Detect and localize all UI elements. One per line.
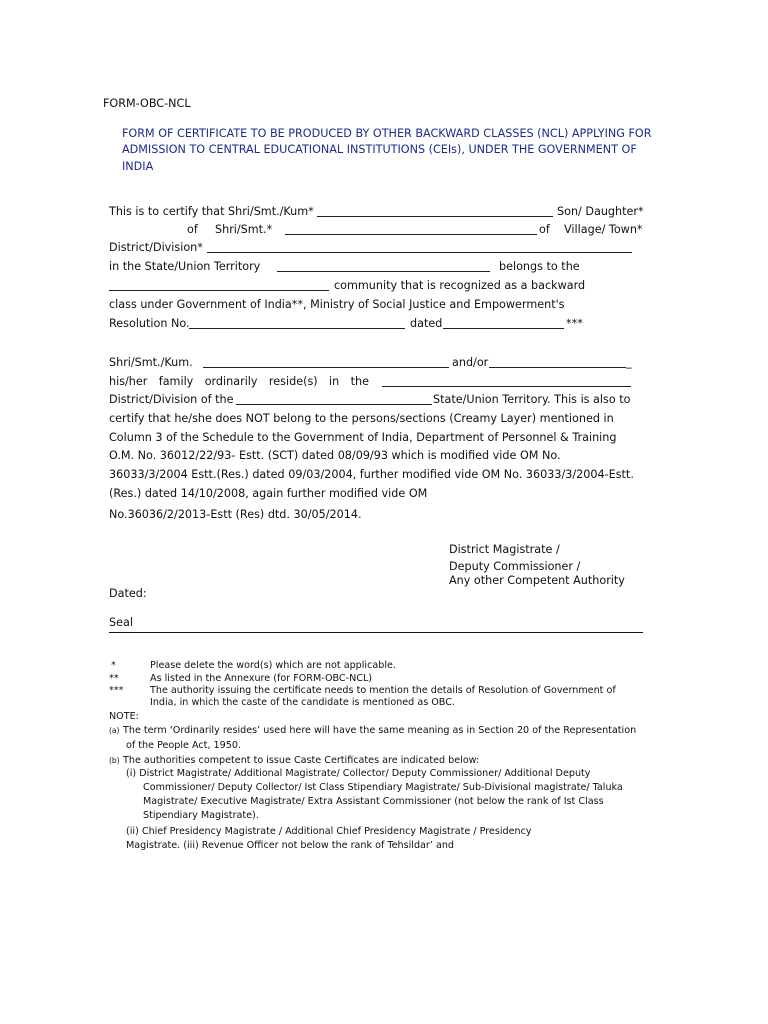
authority-line: District Magistrate / xyxy=(449,543,560,556)
authority-line: Deputy Commissioner / xyxy=(449,560,581,573)
text: District/Division of the xyxy=(109,393,234,406)
state-field[interactable] xyxy=(277,260,490,272)
residence-field[interactable] xyxy=(382,375,631,387)
seal-label: Seal xyxy=(109,616,133,629)
resolution-number-field[interactable] xyxy=(189,317,405,329)
note-text: Stipendiary Magistrate). xyxy=(143,810,259,821)
heading-line-1: FORM OF CERTIFICATE TO BE PRODUCED BY OTHER BACKWARD CLASSES (NCL) APPLYING FOR xyxy=(122,127,652,140)
note-text: The term ‘Ordinarily resides’ used here will have the same meaning as in Section 20 of the Representation xyxy=(123,725,637,736)
text: class under Government of India**, Ministry of Social Justice and Empowerment's xyxy=(109,298,565,311)
note-mark: (a) xyxy=(109,726,120,735)
note-label: NOTE: xyxy=(109,711,139,722)
text: No.36036/2/2013-Estt (Res) dtd. 30/05/2014. xyxy=(109,508,362,521)
text: Column 3 of the Schedule to the Government of India, Department of Personnel & Training xyxy=(109,431,617,444)
text: his/her family ordinarily reside(s) in the xyxy=(109,375,369,388)
footnote-text: Please delete the word(s) which are not applicable. xyxy=(150,660,396,671)
text: Son/ Daughter* xyxy=(557,205,644,218)
text: of xyxy=(539,223,550,236)
text: Shri/Smt.* xyxy=(215,223,273,236)
parent-name-field[interactable] xyxy=(285,223,537,235)
text: certify that he/she does NOT belong to the persons/sections (Creamy Layer) mentioned in xyxy=(109,412,614,425)
dated-label: Dated: xyxy=(109,587,147,600)
family-member-name-field[interactable] xyxy=(203,356,449,368)
text: (Res.) dated 14/10/2008, again further modified vide OM xyxy=(109,487,428,500)
family-member-name-2-field[interactable] xyxy=(489,356,626,368)
text: of xyxy=(187,223,198,236)
footnote-mark: * xyxy=(111,660,116,671)
heading-line-3: INDIA xyxy=(122,160,154,173)
note-text: Magistrate/ Executive Magistrate/ Extra Assistant Commissioner (not below the rank of Ist Class xyxy=(143,796,604,807)
heading-line-2: ADMISSION TO CENTRAL EDUCATIONAL INSTITUTIONS (CEIs), UNDER THE GOVERNMENT OF xyxy=(122,143,637,156)
text: _ xyxy=(626,356,632,369)
footnote-text: India, in which the caste of the candidate is mentioned as OBC. xyxy=(150,697,455,708)
divider xyxy=(109,632,643,633)
text: in the State/Union Territory xyxy=(109,260,261,273)
text: This is to certify that Shri/Smt./Kum* xyxy=(109,205,314,218)
text: Village/ Town* xyxy=(564,223,643,236)
note-text: The authorities competent to issue Caste Certificates are indicated below: xyxy=(123,755,480,766)
text: community that is recognized as a backward xyxy=(334,279,586,292)
note-text: of the People Act, 1950. xyxy=(126,740,242,751)
text: belongs to the xyxy=(499,260,580,273)
footnote-text: As listed in the Annexure (for FORM-OBC-NCL) xyxy=(150,673,373,684)
note-text: Commissioner/ Deputy Collector/ Ist Class Stipendiary Magistrate/ Sub-Divisional magistrate/ Taluka xyxy=(143,782,623,793)
form-code: FORM-OBC-NCL xyxy=(103,97,191,110)
footnote-mark: ** xyxy=(109,673,119,684)
note-mark: (b) xyxy=(109,756,120,765)
note-text: (ii) Chief Presidency Magistrate / Additional Chief Presidency Magistrate / Presidency xyxy=(126,826,532,837)
text: 36033/3/2004 Estt.(Res.) dated 09/03/2004, further modified vide OM No. 36033/3/2004-Estt. xyxy=(109,468,634,481)
text: District/Division* xyxy=(109,241,203,254)
text: *** xyxy=(566,317,583,330)
text: dated xyxy=(410,317,443,330)
text: Shri/Smt./Kum. xyxy=(109,356,193,369)
footnote-text: The authority issuing the certificate needs to mention the details of Resolution of Government of xyxy=(150,685,616,696)
text: and/or xyxy=(452,356,489,369)
text: O.M. No. 36012/22/93- Estt. (SCT) dated 08/09/93 which is modified vide OM No. xyxy=(109,449,561,462)
candidate-name-field[interactable] xyxy=(317,205,553,217)
footnote-mark: *** xyxy=(109,685,124,696)
village-district-field[interactable] xyxy=(207,241,632,253)
note-text: (i) District Magistrate/ Additional Magistrate/ Collector/ Deputy Commissioner/ Additional Deputy xyxy=(126,768,591,779)
authority-line: Any other Competent Authority xyxy=(449,574,625,587)
text: State/Union Territory. This is also to xyxy=(433,393,631,406)
community-field[interactable] xyxy=(109,279,329,291)
note-text: Magistrate. (iii) Revenue Officer not below the rank of Tehsildar’ and xyxy=(126,840,455,851)
district-field[interactable] xyxy=(236,393,432,405)
resolution-date-field[interactable] xyxy=(443,317,564,329)
text: Resolution No. xyxy=(109,317,190,330)
